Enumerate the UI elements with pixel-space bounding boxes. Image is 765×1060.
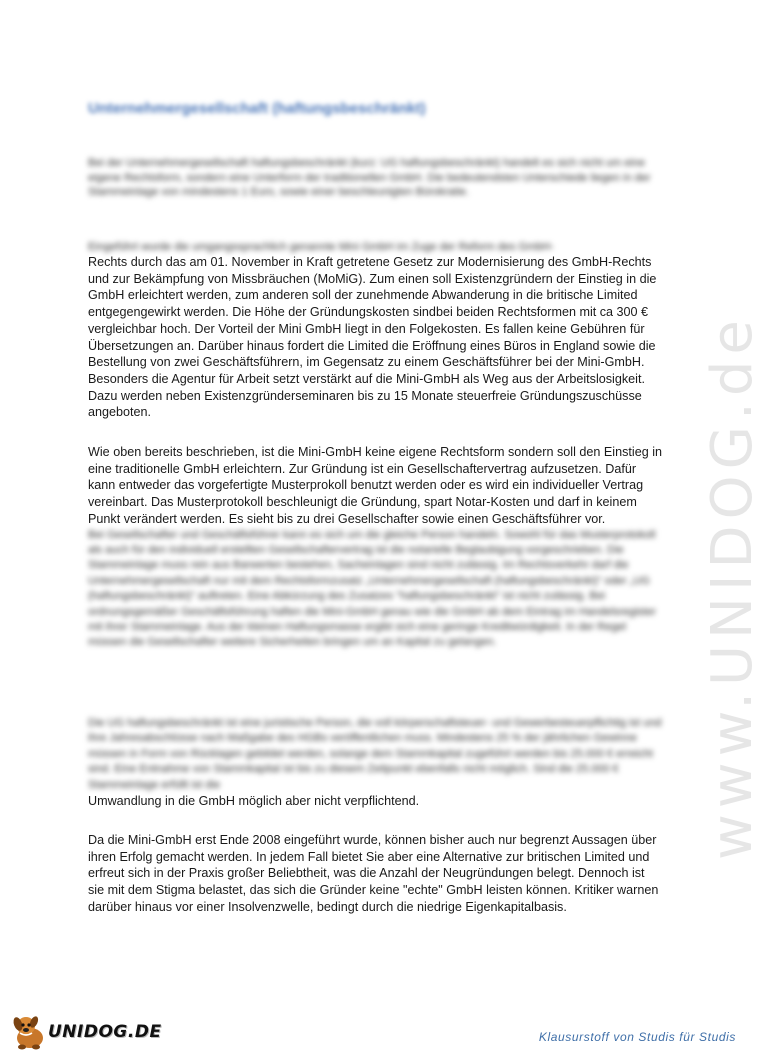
paragraph-5: Da die Mini-GmbH erst Ende 2008 eingeführt wurde, können bisher auch nur begrenzt Aussagen über ihren Erfolg gemacht werden. In jedem Fall bietet Sie aber eine Alternative zur britischen Limited und erfreut sich in der Praxis großer Beliebtheit, was die Anzahl der Neugründungen belegt. Dennoch ist sie mit dem Stigma belastet, das sich die Gründer keine "echte" GmbH leisten können. Kritiker warnen darüber hinaus vor einer Insolvenzwelle, bedingt durch die niedrige Eigenkapitalbasis. — [88, 833, 659, 914]
paragraph-1: Bei der Unternehmergesellschaft haftungsbeschränkt (kurz: UG haftungsbeschränkt) handelt es sich nicht um eine eigene Rechtsform, sondern eine Unterform der traditionellen GmbH. Die bedeutendsten Unterschiede liegen in der Stammeinlage von mindestens 1 Euro, sowie einer beschleunigten Bürokratie. — [88, 157, 651, 199]
paragraph-3-blurred: Bei Gesellschafter und Geschäftsführer kann es sich um die gleiche Person handeln. Sowohl für das Musterprotokoll als auch für den individuell erstellten Gesellschaftervertrag ist die notarielle Beglaubigung vorgeschrieben. Die Stammeinlage muss rein aus Barwerten bestehen, Sacheinlagen sind nicht zulässig. Im Rechtsverkehr darf die Unternehmergesellschaft nur mit dem Rechtsformzusatz „Unternehmergesellschaft (haftungsbeschränkt)“ oder „UG (haftungsbeschränkt)“ auftreten. Eine Abkürzung des Zusatzes "haftungsbeschränkt" ist nicht zulässig. Bei ordnungsgemäßer Geschäftsführung haften die Mini-GmbH genau wie die GmbH ab dem Eintrag im Handelsregister mit ihrer Stammeinlage. Aus der kleinen Haftungsmasse ergibt sich eine geringe Kreditwürdigkeit. In der Regel müssen die Gesellschafter weitere Sicherheiten bringen um an Kapital zu gelangen. — [88, 528, 657, 649]
dog-icon — [8, 1012, 50, 1052]
paragraph-4-blurred: Die UG haftungsbeschränkt ist eine juristische Person, die voll körperschaftsteuer- und Gewerbesteuerpflichtig ist und ihre Jahresabschlüsse nach Maßgabe des HGBs veröffentlichen muss. Mindestens 25 % der jährlichen Gewinne müssen in Form von Rücklagen gebildet werden, solange dem Stammkapital zugeführt werden bis 25.000 € erreicht sind. Eine Entnahme von Stammkapital ist bis zu diesem Zeitpunkt ebenfalls nicht möglich. Sind die 25.000 € Stammeinlage erfüllt ist die — [88, 717, 662, 791]
paragraph-2-blurred-line: Eingeführt wurde die umgangssprachlich genannte Mini GmbH im Zuge der Reform des GmbH- — [88, 241, 554, 253]
paragraph-4 — [88, 716, 664, 810]
footer-logo — [8, 1012, 162, 1052]
paragraph-4-text: Umwandlung in die GmbH möglich aber nicht verpflichtend. — [88, 794, 420, 809]
footer-tagline: Klausurstoff von Studis für Studis — [538, 1030, 736, 1044]
document-heading: Unternehmergesellschaft (haftungsbeschränkt) — [88, 100, 426, 117]
paragraph-3 — [88, 444, 664, 651]
logo-text: UNIDOG.DE — [48, 1022, 162, 1042]
watermark: www.UNIDOG.de — [700, 314, 765, 860]
paragraph-2-text: Rechts durch das am 01. November in Kraft getretene Gesetz zur Modernisierung des GmbH-Rechts und zur Bekämpfung von Missbräuchen (MoMiG). Zum einen soll Existenzgründern der Einstieg in die GmbH erleichtert werden, zum anderen soll der zunehmende Abwanderung in die britische Limited entgegengewirkt werden. Die Höhe der Gründungskosten sindbei beiden Rechtsformen mit ca 300 € vergleichbar hoch. Der Vorteil der Mini GmbH liegt in den Folgekosten. Es fallen keine Gebühren für Übersetzungen an. Darüber hinaus fordert die Limited die Eröffnung eines Büros in England sowie die Bestellung von zwei Geschäftsführern, im Gegensatz zu einem Geschäftsführer bei der Mini-GmbH. Besonders die Agentur für Arbeit setzt verstärkt auf die Mini-GmbH als Weg aus der Arbeitslosigkeit. Dazu werden neben Existenzgründerseminaren bis zu 15 Monate steuerfreie Gründungszuschüsse angeboten. — [88, 255, 657, 420]
paragraph-3-text: Wie oben bereits beschrieben, ist die Mini-GmbH keine eigene Rechtsform sondern soll den Einstieg in eine traditionelle GmbH erleichtern. Zur Gründung ist ein Gesellschaftervertrag aufzusetzen. Dafür kann entweder das vorgefertigte Musterprokoll benutzt werden oder es wird ein individueller Vertrag vereinbart. Das Musterprotokoll beschleunigt die Gründung, spart Notar-Kosten und darf in keinem Punkt verändert werden. Es sieht bis zu drei Gesellschafter sowie einen Geschäftsführer vor. — [88, 445, 663, 526]
paragraph-2 — [88, 240, 664, 421]
